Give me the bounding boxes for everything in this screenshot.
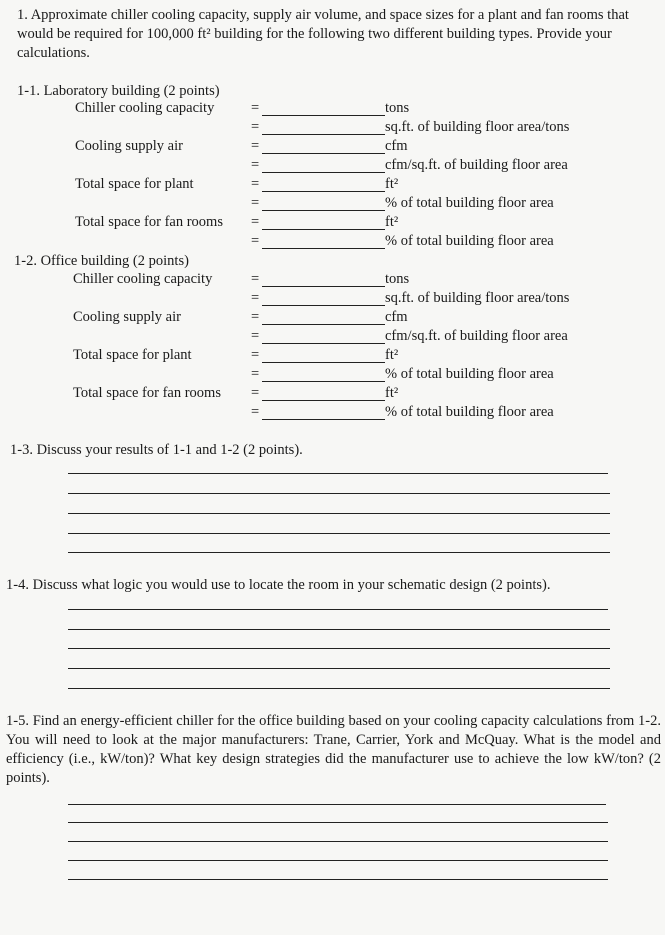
answer-line-1-4-4[interactable] — [68, 668, 610, 669]
answer-line-1-5-4[interactable] — [68, 860, 608, 861]
unit-label: tons — [385, 271, 410, 287]
equals-sign: = — [251, 100, 260, 116]
answer-row — [0, 100, 665, 119]
answer-blank[interactable] — [262, 248, 385, 249]
answer-blank[interactable] — [262, 134, 385, 135]
answer-line-1-4-5[interactable] — [68, 688, 610, 689]
answer-blank[interactable] — [262, 172, 385, 173]
equals-sign: = — [251, 328, 260, 344]
row-label: Cooling supply air — [75, 138, 183, 154]
equals-sign: = — [251, 385, 260, 401]
answer-blank[interactable] — [262, 153, 385, 154]
question-1-intro: 1. Approximate chiller cooling capacity, supply air volume, and space sizes for a plant and fan rooms that would be required for 100,000 ft² building for the following two different building types. Provide your calculations. — [17, 7, 629, 61]
question-1-3: 1-3. Discuss your results of 1-1 and 1-2 (2 points). — [10, 442, 303, 458]
answer-blank[interactable] — [262, 343, 385, 344]
unit-label: cfm/sq.ft. of building floor area — [385, 157, 568, 173]
unit-label: tons — [385, 100, 410, 116]
answer-line-1-3-4[interactable] — [68, 533, 610, 534]
row-label: Cooling supply air — [73, 309, 181, 325]
answer-row — [0, 290, 665, 309]
question-1-4: 1-4. Discuss what logic you would use to locate the room in your schematic design (2 points). — [6, 577, 551, 593]
answer-row — [0, 385, 665, 404]
answer-row — [0, 309, 665, 328]
unit-label: cfm — [385, 138, 408, 154]
unit-label: cfm/sq.ft. of building floor area — [385, 328, 568, 344]
answer-blank[interactable] — [262, 400, 385, 401]
section-1-1-title: 1-1. Laboratory building (2 points) — [17, 83, 220, 99]
unit-label: % of total building floor area — [385, 195, 554, 211]
unit-label: % of total building floor area — [385, 233, 554, 249]
answer-line-1-4-3[interactable] — [68, 648, 610, 649]
answer-row — [0, 176, 665, 195]
answer-blank[interactable] — [262, 229, 385, 230]
answer-row — [0, 119, 665, 138]
unit-label: ft² — [385, 385, 399, 401]
row-label: Total space for fan rooms — [73, 385, 221, 401]
answer-row — [0, 271, 665, 290]
answer-blank[interactable] — [262, 419, 385, 420]
answer-row — [0, 214, 665, 233]
answer-blank[interactable] — [262, 305, 385, 306]
answer-blank[interactable] — [262, 362, 385, 363]
equals-sign: = — [251, 138, 260, 154]
answer-line-1-5-1[interactable] — [68, 804, 606, 805]
answer-row — [0, 347, 665, 366]
unit-label: ft² — [385, 214, 399, 230]
unit-label: cfm — [385, 309, 408, 325]
equals-sign: = — [251, 404, 260, 420]
answer-blank[interactable] — [262, 210, 385, 211]
answer-line-1-3-2[interactable] — [68, 493, 610, 494]
equals-sign: = — [251, 119, 260, 135]
equals-sign: = — [251, 157, 260, 173]
equals-sign: = — [251, 271, 260, 287]
equals-sign: = — [251, 290, 260, 306]
row-label: Total space for plant — [73, 347, 192, 363]
answer-blank[interactable] — [262, 191, 385, 192]
equals-sign: = — [251, 214, 260, 230]
answer-row — [0, 404, 665, 423]
answer-line-1-4-2[interactable] — [68, 629, 610, 630]
question-1-5: 1-5. Find an energy-efficient chiller for the office building based on your cooling capacity calculations from 1-2. You will need to look at the major manufacturers: Trane, Carrier, York and McQuay. What is the model and efficiency (i.e., kW/ton)? What key design strategies did the manufacturer use to achieve the low kW/ton? (2 points). — [6, 713, 661, 786]
answer-line-1-5-5[interactable] — [68, 879, 608, 880]
unit-label: sq.ft. of building floor area/tons — [385, 119, 570, 135]
answer-row — [0, 195, 665, 214]
equals-sign: = — [251, 366, 260, 382]
row-label: Total space for fan rooms — [75, 214, 223, 230]
unit-label: ft² — [385, 176, 399, 192]
answer-line-1-4-1[interactable] — [68, 609, 608, 610]
answer-blank[interactable] — [262, 115, 385, 116]
unit-label: % of total building floor area — [385, 404, 554, 420]
answer-row — [0, 138, 665, 157]
answer-blank[interactable] — [262, 381, 385, 382]
section-1-2-title: 1-2. Office building (2 points) — [14, 253, 189, 269]
answer-blank[interactable] — [262, 286, 385, 287]
answer-line-1-5-3[interactable] — [68, 841, 608, 842]
answer-row — [0, 366, 665, 385]
answer-row — [0, 328, 665, 347]
answer-blank[interactable] — [262, 324, 385, 325]
row-label: Chiller cooling capacity — [75, 100, 215, 116]
unit-label: % of total building floor area — [385, 366, 554, 382]
answer-line-1-3-1[interactable] — [68, 473, 608, 474]
answer-row — [0, 157, 665, 176]
equals-sign: = — [251, 309, 260, 325]
answer-line-1-3-3[interactable] — [68, 513, 610, 514]
row-label: Chiller cooling capacity — [73, 271, 213, 287]
answer-line-1-3-5[interactable] — [68, 552, 610, 553]
answer-line-1-5-2[interactable] — [68, 822, 608, 823]
equals-sign: = — [251, 233, 260, 249]
answer-row — [0, 233, 665, 252]
equals-sign: = — [251, 195, 260, 211]
equals-sign: = — [251, 347, 260, 363]
unit-label: ft² — [385, 347, 399, 363]
equals-sign: = — [251, 176, 260, 192]
unit-label: sq.ft. of building floor area/tons — [385, 290, 570, 306]
row-label: Total space for plant — [75, 176, 194, 192]
